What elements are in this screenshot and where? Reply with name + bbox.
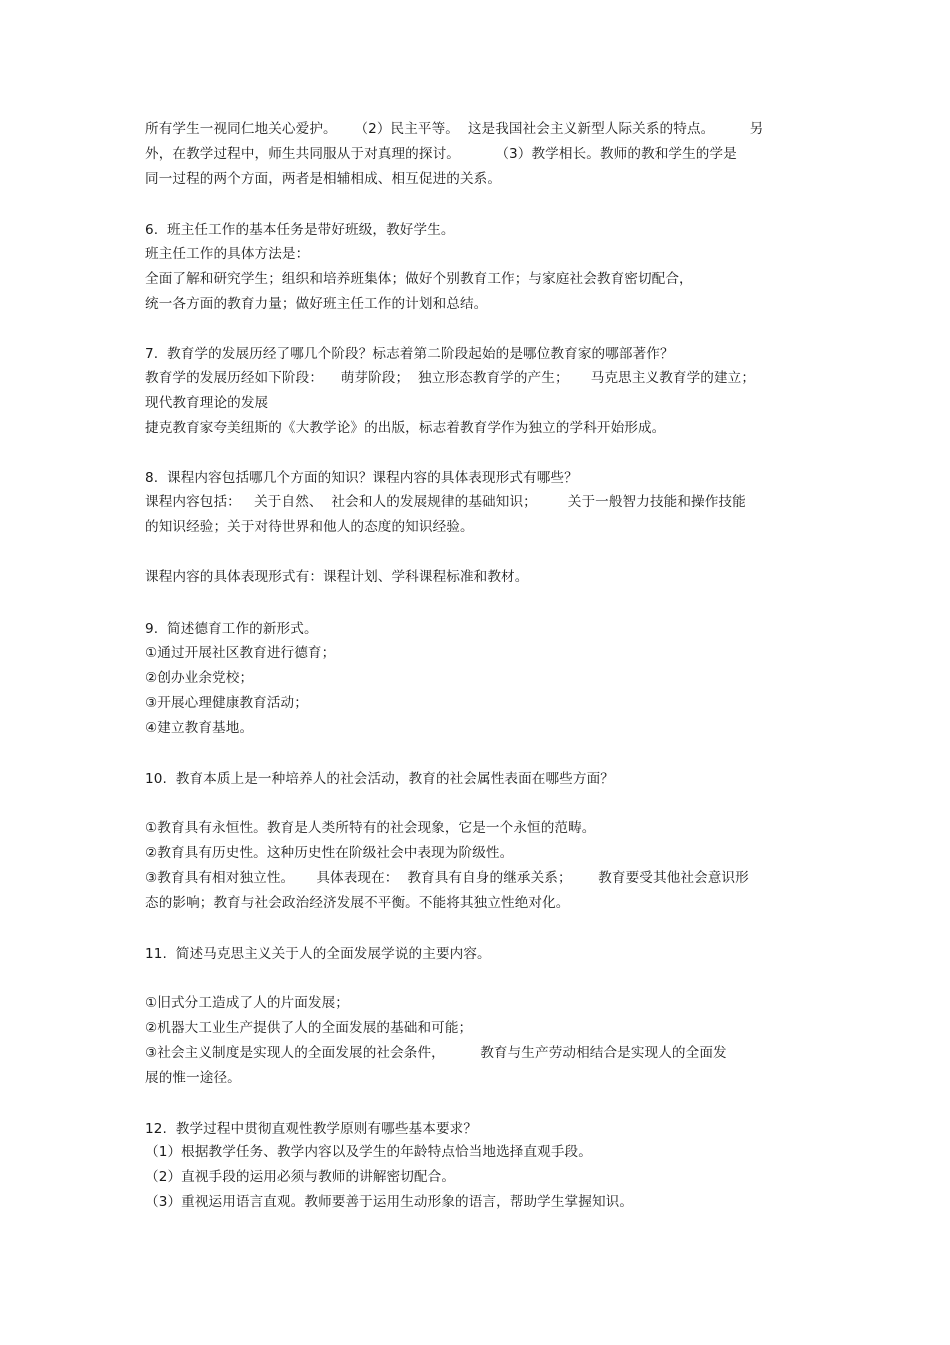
text-line: 展的惟一途径。 bbox=[145, 1070, 241, 1086]
text-line: 所有学生一视同仁地关心爱护。 （2）民主平等。 这是我国社会主义新型人际关系的特点。 另 bbox=[145, 121, 764, 137]
list-item: ①教育具有永恒性。教育是人类所特有的社会现象，它是一个永恒的范畴。 bbox=[145, 820, 596, 836]
text-line: 捷克教育家夸美纽斯的《大教学论》的出版，标志着教育学作为独立的学科开始形成。 bbox=[145, 420, 666, 436]
question-heading: 12. 教学过程中贯彻直观性教学原则有哪些基本要求？ bbox=[145, 1121, 478, 1137]
text-line: 现代教育理论的发展 bbox=[145, 395, 269, 411]
text-line: 统一各方面的教育力量；做好班主任工作的计划和总结。 bbox=[145, 296, 488, 312]
question-heading: 10. 教育本质上是一种培养人的社会活动，教育的社会属性表面在哪些方面？ bbox=[145, 771, 614, 787]
text-line: 全面了解和研究学生；组织和培养班集体；做好个别教育工作；与家庭社会教育密切配合， bbox=[145, 271, 693, 287]
text-line: 课程内容的具体表现形式有：课程计划、学科课程标准和教材。 bbox=[145, 569, 529, 585]
list-item: ①通过开展社区教育进行德育； bbox=[145, 645, 336, 661]
text-line: 课程内容包括： 关于自然、 社会和人的发展规律的基础知识； 关于一般智力技能和操作技能 bbox=[145, 494, 746, 510]
list-item: ③社会主义制度是实现人的全面发展的社会条件， 教育与生产劳动相结合是实现人的全面发 bbox=[145, 1045, 727, 1061]
list-item: ②创办业余党校； bbox=[145, 670, 254, 686]
list-item: ②教育具有历史性。这种历史性在阶级社会中表现为阶级性。 bbox=[145, 845, 514, 861]
list-item: （3）重视运用语言直观。教师要善于运用生动形象的语言，帮助学生掌握知识。 bbox=[145, 1194, 634, 1210]
text-line: 的知识经验；关于对待世界和他人的态度的知识经验。 bbox=[145, 519, 474, 535]
question-heading: 6. 班主任工作的基本任务是带好班级，教好学生。 bbox=[145, 222, 455, 238]
question-heading: 11. 简述马克思主义关于人的全面发展学说的主要内容。 bbox=[145, 946, 491, 962]
list-item: ④建立教育基地。 bbox=[145, 720, 254, 736]
text-line: 班主任工作的具体方法是： bbox=[145, 246, 310, 262]
list-item: （1）根据教学任务、教学内容以及学生的年龄特点恰当地选择直观手段。 bbox=[145, 1144, 592, 1160]
question-heading: 9. 简述德育工作的新形式。 bbox=[145, 621, 318, 637]
text-line: 同一过程的两个方面，两者是相辅相成、相互促进的关系。 bbox=[145, 171, 502, 187]
list-item: （2）直视手段的运用必须与教师的讲解密切配合。 bbox=[145, 1169, 456, 1185]
list-item: ③教育具有相对独立性。 具体表现在： 教育具有自身的继承关系； 教育要受其他社会意识形 bbox=[145, 870, 749, 886]
list-item: ③开展心理健康教育活动； bbox=[145, 695, 308, 711]
text-line: 态的影响；教育与社会政治经济发展不平衡。不能将其独立性绝对化。 bbox=[145, 895, 570, 911]
question-heading: 8. 课程内容包括哪几个方面的知识？课程内容的具体表现形式有哪些？ bbox=[145, 470, 578, 486]
list-item: ②机器大工业生产提供了人的全面发展的基础和可能； bbox=[145, 1020, 473, 1036]
list-item: ①旧式分工造成了人的片面发展； bbox=[145, 995, 349, 1011]
text-line: 外，在教学过程中，师生共同服从于对真理的探讨。 （3）教学相长。教师的教和学生的学是 bbox=[145, 146, 737, 162]
question-heading: 7. 教育学的发展历经了哪几个阶段？标志着第二阶段起始的是哪位教育家的哪部著作？ bbox=[145, 346, 674, 362]
text-line: 教育学的发展历经如下阶段： 萌芽阶段； 独立形态教育学的产生； 马克思主义教育学的建立； bbox=[145, 370, 756, 386]
